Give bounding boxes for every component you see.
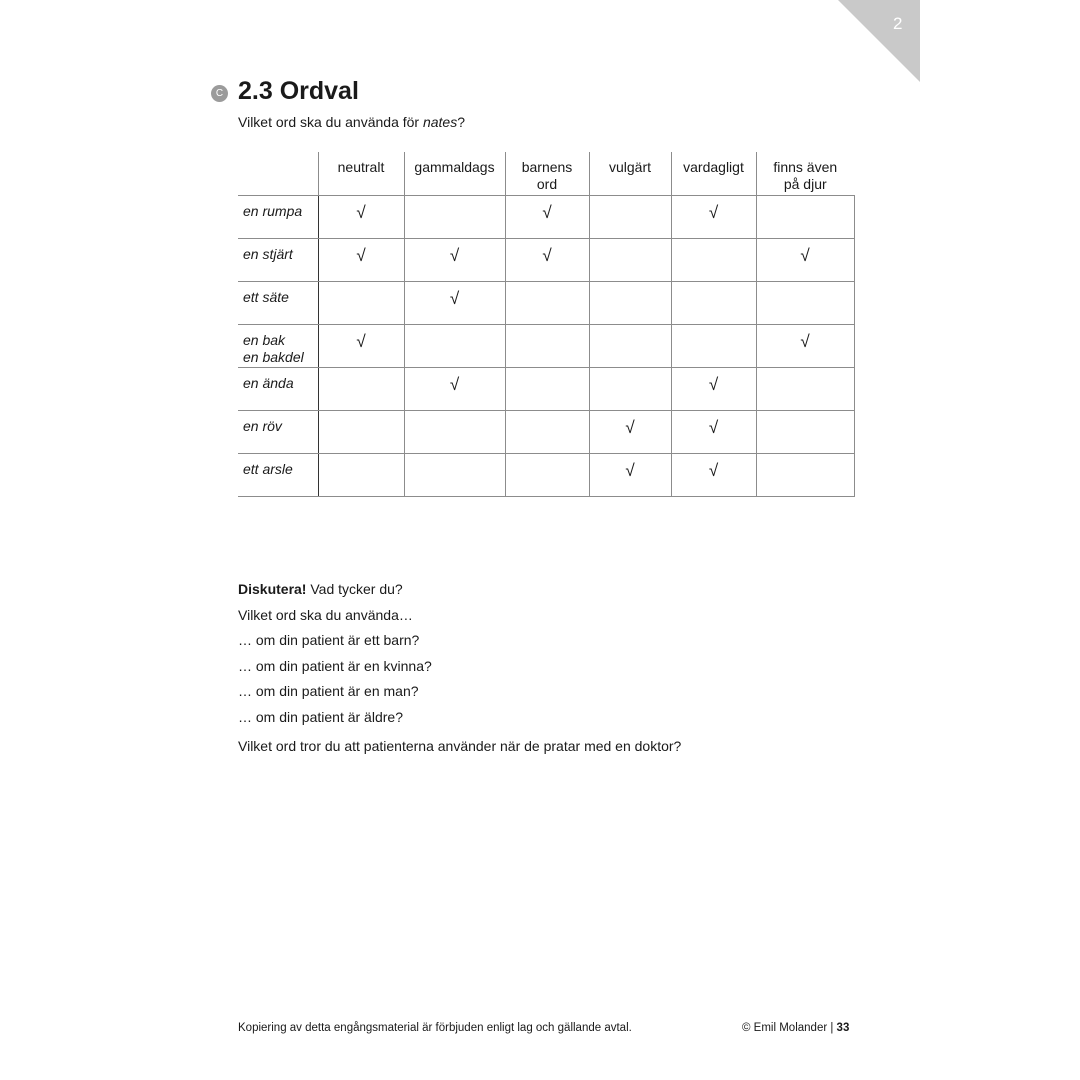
page-title: 2.3 Ordval [238,77,359,105]
subtitle-prefix: Vilket ord ska du använda för [238,114,423,130]
row-label: en bak en bakdel [238,324,318,367]
check-cell [404,281,505,324]
empty-cell [318,410,404,453]
check-mark: √ [708,202,719,222]
discussion-lead-rest: Vad tycker du? [306,581,403,597]
empty-cell [756,367,854,410]
empty-cell [505,410,589,453]
empty-cell [404,410,505,453]
table-row [238,324,854,367]
check-mark: √ [449,245,460,265]
column-header: vardagligt [671,152,756,195]
check-cell [318,195,404,238]
discussion-line: … om din patient är äldre? [238,708,403,725]
check-mark: √ [625,460,635,480]
check-cell [505,195,589,238]
check-cell [505,238,589,281]
empty-cell [589,281,671,324]
chapter-number: 2 [893,14,903,33]
row-label: en stjärt [238,238,318,281]
discussion-line: Vilket ord ska du använda… [238,606,413,623]
empty-cell [589,238,671,281]
table-row [238,367,854,410]
header-row [238,152,854,195]
page-number: 33 [836,1022,850,1034]
check-cell [404,238,505,281]
check-cell [756,238,854,281]
check-cell [318,324,404,367]
discussion-line: … om din patient är en man? [238,683,419,699]
empty-cell [671,238,756,281]
empty-cell [756,281,854,324]
empty-cell [404,453,505,496]
check-mark: √ [356,202,366,222]
empty-cell [505,281,589,324]
check-cell [404,367,505,410]
check-cell [671,410,756,453]
row-label: ett säte [238,281,318,324]
column-header: neutralt [318,152,404,195]
empty-cell [318,281,404,324]
level-badge: C [211,85,228,102]
check-mark: √ [800,331,810,351]
row-label: ett arsle [238,453,318,496]
column-header: gammaldags [404,152,505,195]
empty-cell [404,324,505,367]
empty-cell [318,453,404,496]
row-label: en röv [238,410,318,453]
table-row [238,281,854,324]
final-question: Vilket ord tror du att patienterna använder när de pratar med en doktor? [238,738,682,754]
check-cell [756,324,854,367]
table-row [238,410,854,453]
empty-cell [589,367,671,410]
check-mark: √ [708,374,719,394]
check-cell [318,238,404,281]
check-mark: √ [708,460,719,480]
check-mark: √ [542,202,552,222]
row-label: en ända [238,367,318,410]
check-mark: √ [708,417,719,437]
empty-cell [671,281,756,324]
check-mark: √ [356,245,366,265]
empty-cell [505,367,589,410]
subtitle-term: nates [422,114,458,130]
discussion-line: … om din patient är ett barn? [238,632,420,648]
discussion-lead-bold: Diskutera! [238,581,307,597]
subtitle [238,114,465,130]
check-mark: √ [800,245,810,265]
empty-cell [756,195,854,238]
discussion-lead [238,577,432,603]
table-body [238,195,854,496]
table-row [238,195,854,238]
corner-cell [238,152,318,195]
footer-author: © Emil Molander | [742,1022,837,1034]
page-corner-tab [838,0,920,82]
empty-cell [756,453,854,496]
column-header: finns även på djur [756,152,854,195]
empty-cell [589,324,671,367]
subtitle-suffix: ? [457,114,466,130]
check-cell [671,453,756,496]
table-row [238,453,854,496]
empty-cell [318,367,404,410]
check-mark: √ [449,288,460,308]
empty-cell [505,453,589,496]
check-mark: √ [625,417,635,437]
check-cell [671,367,756,410]
check-cell [589,410,671,453]
word-choice-table [238,152,855,497]
check-mark: √ [542,245,552,265]
check-cell [589,453,671,496]
discussion-block [238,577,432,730]
footer-copyright-notice: Kopiering av detta engångsmaterial är förbjuden enligt lag och gällande avtal. [238,1022,632,1034]
empty-cell [404,195,505,238]
footer-page-info [742,1022,849,1034]
empty-cell [505,324,589,367]
empty-cell [671,324,756,367]
empty-cell [589,195,671,238]
column-header: barnens ord [505,152,589,195]
check-cell [671,195,756,238]
check-mark: √ [356,331,366,351]
check-mark: √ [449,374,460,394]
row-label: en rumpa [238,195,318,238]
discussion-line: … om din patient är en kvinna? [238,657,432,674]
table-row [238,238,854,281]
empty-cell [756,410,854,453]
column-header: vulgärt [589,152,671,195]
